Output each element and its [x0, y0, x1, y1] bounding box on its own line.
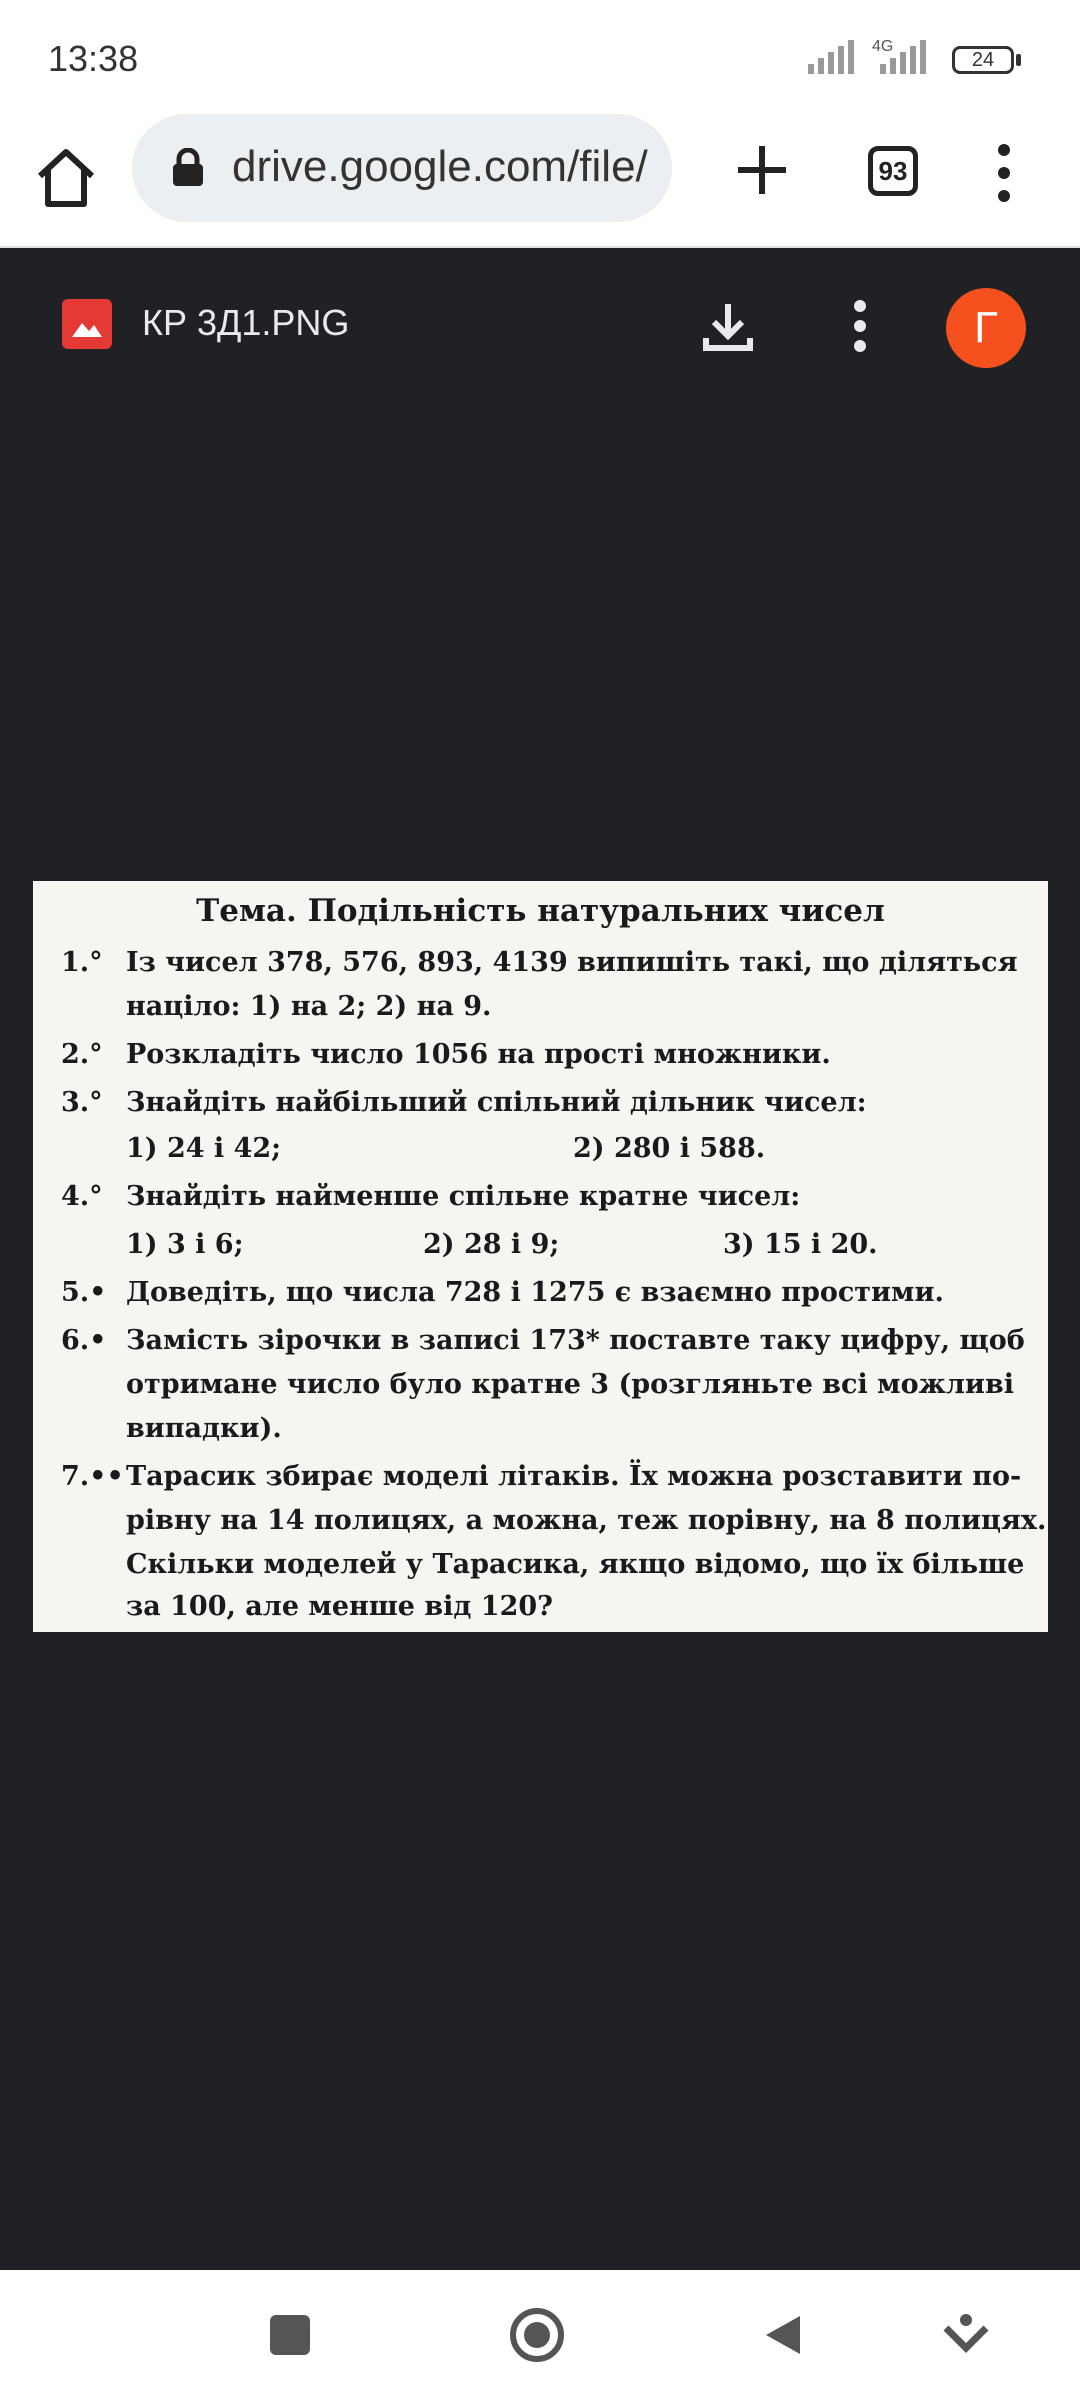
task-number: 7.••: [61, 1461, 124, 1492]
task-number: 2.°: [61, 1039, 103, 1070]
system-nav-bar: [0, 2270, 1080, 2400]
task-line: націло: 1) на 2; 2) на 9.: [126, 991, 492, 1022]
image-file-icon: [62, 299, 112, 349]
browser-toolbar: [0, 110, 1080, 248]
task-part: 1) 24 і 42;: [126, 1133, 282, 1164]
nav-home-icon[interactable]: [508, 2306, 566, 2364]
task-number: 6.•: [61, 1325, 107, 1356]
lock-icon: [170, 148, 206, 188]
signal-icon: [808, 40, 854, 74]
document-title: Тема. Подільність натуральних чисел: [196, 893, 885, 929]
signal-icon-2: [880, 40, 926, 74]
task-line: Замість зірочки в записі 173* поставте таку цифру, щоб: [126, 1325, 1025, 1356]
document-image: [33, 881, 1048, 1632]
avatar[interactable]: Г: [946, 288, 1026, 368]
task-part: 3) 15 і 20.: [723, 1229, 878, 1260]
task-number: 1.°: [61, 947, 103, 978]
home-icon[interactable]: [30, 142, 102, 214]
new-tab-icon[interactable]: [726, 134, 798, 206]
task-line: випадки).: [126, 1413, 282, 1444]
task-line: Із чисел 378, 576, 893, 4139 випишіть такі, що діляться: [126, 947, 1018, 978]
task-part: 2) 280 і 588.: [573, 1133, 766, 1164]
task-line: Знайдіть найменше спільне кратне чисел:: [126, 1181, 801, 1212]
task-line: Скільки моделей у Тарасика, якщо відомо, що їх більше: [126, 1549, 1025, 1580]
task-number: 4.°: [61, 1181, 103, 1212]
download-icon[interactable]: [696, 294, 760, 358]
task-line: Розкладіть число 1056 на прості множники.: [126, 1039, 831, 1070]
task-line: Доведіть, що числа 728 і 1275 є взаємно простими.: [126, 1277, 944, 1308]
task-line: Знайдіть найбільший спільний дільник чисел:: [126, 1087, 867, 1118]
more-options-icon[interactable]: [842, 294, 878, 358]
battery-icon: 24: [952, 46, 1014, 74]
url-text: drive.google.com/file/: [232, 142, 648, 191]
back-icon[interactable]: [758, 2310, 808, 2360]
task-line: Тарасик збирає моделі літаків. Їх можна розставити по-: [126, 1461, 1022, 1492]
task-line: рівну на 14 полицях, а можна, теж порівну, на 8 полицях.: [126, 1505, 1047, 1536]
status-bar: [0, 0, 1080, 110]
task-line: за 100, але менше від 120?: [126, 1591, 553, 1622]
task-line: отримане число було кратне 3 (розгляньте всі можливі: [126, 1369, 1014, 1400]
task-part: 1) 3 і 6;: [126, 1229, 244, 1260]
viewer-header: [0, 248, 1080, 398]
recents-icon[interactable]: [270, 2315, 310, 2355]
mountain-icon: [62, 299, 112, 349]
battery-tip: [1016, 54, 1021, 66]
file-name: КР 3Д1.PNG: [142, 302, 350, 343]
browser-menu-icon[interactable]: [984, 140, 1024, 206]
task-part: 2) 28 і 9;: [423, 1229, 560, 1260]
assist-icon[interactable]: [940, 2310, 992, 2360]
task-number: 5.•: [61, 1277, 107, 1308]
url-bar[interactable]: [132, 114, 672, 222]
tab-switcher-button[interactable]: 93: [868, 146, 918, 196]
status-time: 13:38: [48, 38, 139, 79]
task-number: 3.°: [61, 1087, 103, 1118]
network-type: 4G: [872, 38, 894, 55]
